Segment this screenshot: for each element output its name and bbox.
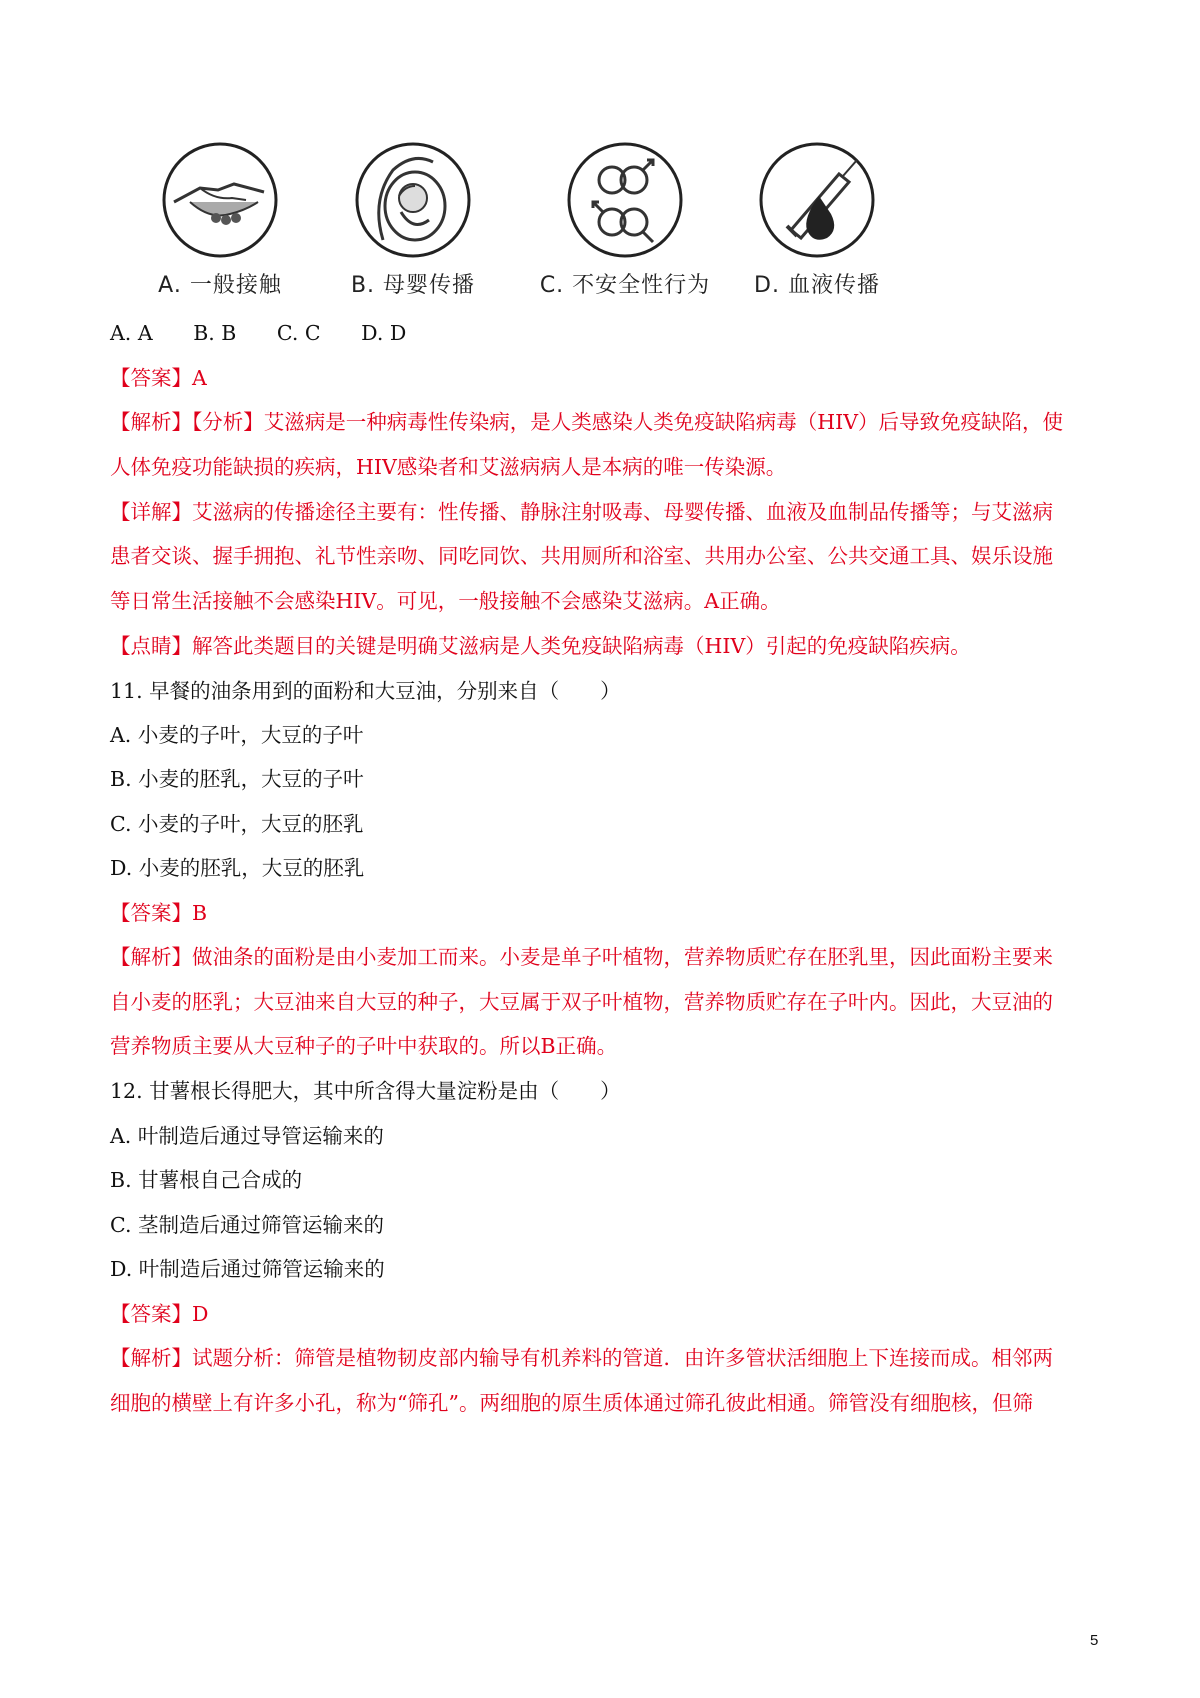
q10-detail-line-2: 患者交谈、握手拥抱、礼节性亲吻、同吃同饮、共用厕所和浴室、共用办公室、公共交通工具、娱乐设施 (110, 544, 1053, 568)
figure-option-c (525, 140, 725, 330)
q12-analysis-line-1 (110, 1343, 1053, 1373)
q11-answer (110, 898, 207, 928)
figure-option-d (717, 140, 917, 330)
q10-point (110, 631, 971, 661)
figure-caption-c: C. 不安全性行为 (539, 273, 711, 298)
answer-tag: 【答案】 (110, 366, 192, 390)
q10-option-a[interactable]: A. A (110, 321, 153, 345)
analysis-tag: 【解析】 (110, 410, 192, 434)
q10-option-b[interactable]: B. B (193, 321, 237, 345)
analysis-sub-tag: 【分析】 (192, 410, 264, 434)
q11-analysis-line-1 (110, 942, 1053, 972)
q10-detail-line-3: 等日常生活接触不会感染HIV。可见，一般接触不会感染艾滋病。A正确。 (110, 589, 781, 613)
syringe-blood-icon (757, 140, 877, 260)
answer-value: A (192, 366, 207, 390)
q10-analysis-line-1 (110, 407, 1063, 437)
q11-stem: 11. 早餐的油条用到的面粉和大豆油，分别来自（ ） (110, 679, 621, 703)
q11-option-c[interactable]: C. 小麦的子叶，大豆的胚乳 (110, 812, 364, 836)
q10-option-c[interactable]: C. C (276, 321, 321, 345)
q10-options (110, 318, 440, 348)
q12-option-a[interactable]: A. 叶制造后通过导管运输来的 (110, 1124, 384, 1148)
sex-symbols-icon (565, 140, 685, 260)
figure-caption-a: A. 一般接触 (158, 273, 282, 298)
q12-analysis-line-2: 细胞的横壁上有许多小孔，称为“筛孔”。两细胞的原生质体通过筛孔彼此相通。筛管没有细胞核，但筛 (110, 1391, 1033, 1415)
answer-value: B (192, 901, 208, 925)
q12-option-d[interactable]: D. 叶制造后通过筛管运输来的 (110, 1257, 385, 1281)
answer-value: D (192, 1302, 209, 1326)
figure-option-a (120, 140, 320, 330)
q11-option-a[interactable]: A. 小麦的子叶，大豆的子叶 (110, 723, 364, 747)
q10-option-d[interactable]: D. D (361, 321, 407, 345)
figure-caption-b: B. 母婴传播 (350, 273, 476, 298)
q11-analysis-line-3: 营养物质主要从大豆种子的子叶中获取的。所以B正确。 (110, 1034, 618, 1058)
answer-tag: 【答案】 (110, 1302, 192, 1326)
q12-option-c[interactable]: C. 茎制造后通过筛管运输来的 (110, 1213, 384, 1237)
point-text: 解答此类题目的关键是明确艾滋病是人类免疫缺陷病毒（HIV）引起的免疫缺陷疾病。 (192, 634, 971, 658)
q12-option-b[interactable]: B. 甘薯根自己合成的 (110, 1168, 303, 1192)
point-tag: 【点睛】 (110, 634, 192, 658)
q10-analysis-line-2: 人体免疫功能缺损的疾病，HIV感染者和艾滋病病人是本病的唯一传染源。 (110, 455, 787, 479)
answer-tag: 【答案】 (110, 901, 192, 925)
analysis-text: 艾滋病是一种病毒性传染病，是人类感染人类免疫缺陷病毒（HIV）后导致免疫缺陷，使 (263, 410, 1064, 434)
detail-text: 艾滋病的传播途径主要有：性传播、静脉注射吸毒、母婴传播、血液及血制品传播等；与艾滋病 (192, 500, 1053, 524)
q11-option-b[interactable]: B. 小麦的胚乳，大豆的子叶 (110, 767, 364, 791)
analysis-text: 做油条的面粉是由小麦加工而来。小麦是单子叶植物，营养物质贮存在胚乳里，因此面粉主要来 (192, 945, 1053, 969)
q12-stem: 12. 甘薯根长得肥大，其中所含得大量淀粉是由（ ） (110, 1079, 621, 1103)
transmission-figure (120, 140, 920, 330)
detail-tag: 【详解】 (110, 500, 192, 524)
q10-detail-line-1 (110, 497, 1053, 527)
q11-option-d[interactable]: D. 小麦的胚乳，大豆的胚乳 (110, 856, 365, 880)
mother-infant-icon (353, 140, 473, 260)
figure-option-b (313, 140, 513, 330)
handshake-icon (160, 140, 280, 260)
q11-analysis-line-2: 自小麦的胚乳；大豆油来自大豆的种子，大豆属于双子叶植物，营养物质贮存在子叶内。因此，大豆油的 (110, 990, 1053, 1014)
analysis-tag: 【解析】 (110, 945, 192, 969)
figure-caption-d: D. 血液传播 (754, 273, 880, 298)
q10-answer (110, 363, 207, 393)
page-number: 5 (1090, 1632, 1099, 1649)
q12-answer (110, 1299, 208, 1329)
analysis-tag: 【解析】 (110, 1346, 192, 1370)
analysis-text: 试题分析：筛管是植物韧皮部内输导有机养料的管道．由许多管状活细胞上下连接而成。相邻两 (192, 1346, 1053, 1370)
